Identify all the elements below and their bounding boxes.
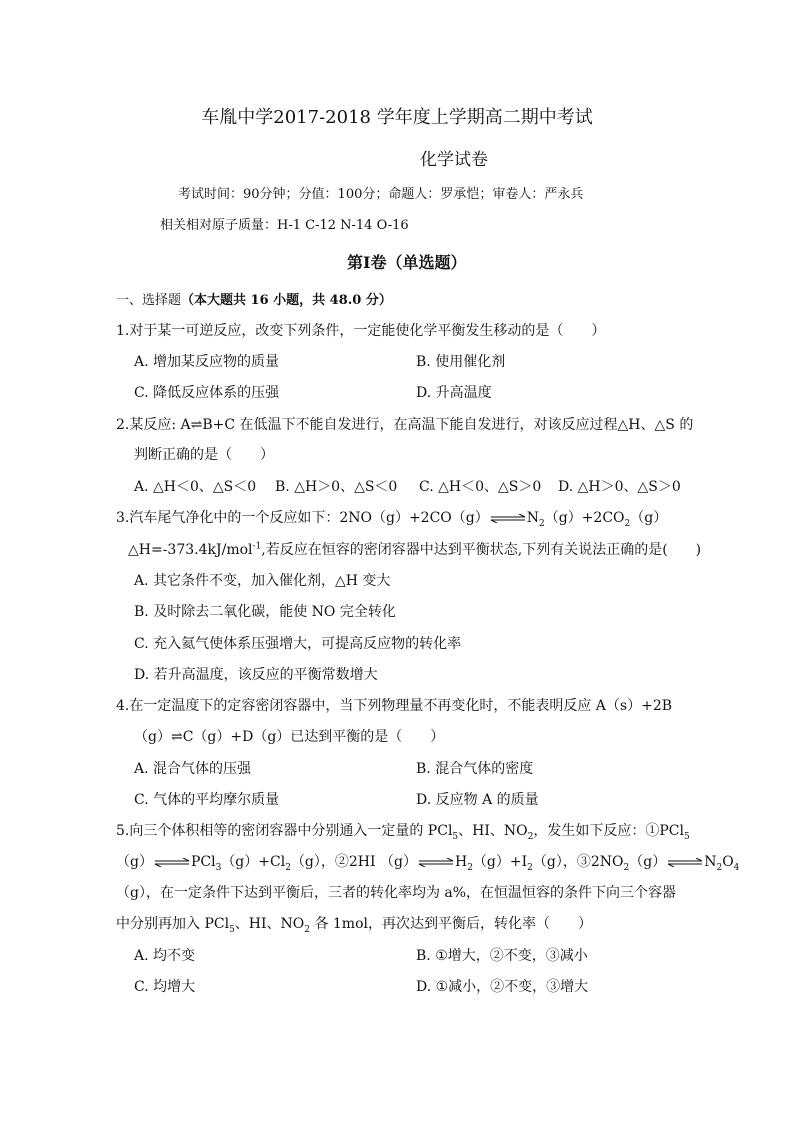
q5-l2-i: N	[704, 854, 717, 870]
question-4-stem-cont: （g）⇌C（g）+D（g）已达到平衡的是（ ）	[134, 729, 445, 745]
question-5-option-c: C. 均增大	[134, 979, 196, 995]
q5-l2-j: O	[722, 854, 734, 870]
q5-l2-e: H	[454, 854, 468, 870]
volume-heading: 第I卷（单选题）	[347, 253, 467, 272]
atomic-mass-info: 相关相对原子质量：H-1 C-12 N-14 O-16	[160, 218, 409, 233]
question-5-stem-cont: （g），在一定条件下达到平衡后，三者的转化率均为 a%，在恒温恒容的条件下向三个容器	[116, 885, 677, 901]
q5-l2-sub1: 3	[215, 862, 222, 873]
q5-l4-b: 、HI、NO	[234, 916, 305, 932]
q3-part-2: N	[526, 510, 539, 526]
q3-sub-2: 2	[624, 518, 631, 529]
equilibrium-arrow-icon	[418, 858, 454, 867]
question-1-option-c: C. 降低反应体系的压强	[134, 385, 280, 401]
q3-stem-end: ,若反应在恒容的密闭容器中达到平衡状态,下列有关说法正确的是( )	[261, 542, 702, 558]
q5-l1-sub1: 5	[452, 831, 459, 842]
q5-l2-h: （g）	[629, 854, 667, 870]
question-2-stem: 2.某反应: A⇌B+C 在低温下不能自发进行，在高温下能自发进行，对该反应过程△H、△S 的	[116, 417, 694, 433]
question-5-option-a: A. 均不变	[134, 948, 196, 964]
question-3-stem	[116, 508, 667, 528]
q5-l2-sub3: 2	[467, 862, 473, 873]
exam-title: 车胤中学2017-2018 学年度上学期高二期中考试	[201, 107, 593, 128]
q5-l4-a: 中分别再加入 PCl	[116, 916, 230, 932]
question-5-stem	[116, 821, 690, 841]
question-3-option-c: C. 充入氦气使体系压强增大，可提高反应物的转化率	[134, 636, 462, 652]
q5-l2-sub4: 2	[527, 862, 533, 873]
question-5-option-b: B. ①增大，②不变，③减小	[416, 948, 588, 964]
question-4-stem: 4.在一定温度下的定容密闭容器中，当下列物理量不再变化时，不能表明反应 A（s）+2B	[116, 698, 673, 714]
q3-part-4: （g）	[630, 510, 668, 526]
question-2-option-b: B. △H＞0、△S＜0	[275, 479, 398, 495]
equilibrium-arrow-icon	[667, 858, 703, 867]
q5-l1-c: ，发生如下反应：①PCl	[533, 823, 684, 839]
question-4-option-b: B. 混合气体的密度	[416, 761, 534, 777]
q5-l2-a: （g）	[116, 854, 153, 870]
q5-l2-g: （g），③2NO	[532, 854, 624, 870]
q3-sup: -1	[252, 541, 262, 552]
question-1-option-a: A. 增加某反应物的质量	[134, 354, 280, 370]
question-4-option-c: C. 气体的平均摩尔质量	[134, 792, 280, 808]
q5-l1-b: 、HI、NO	[458, 823, 528, 839]
q5-l2-sub5: 2	[623, 862, 630, 873]
q5-l4-c: 各 1mol，再次达到平衡后，转化率（ ）	[310, 916, 592, 932]
question-1-option-d: D. 升高温度	[416, 385, 492, 401]
q3-part-1: 3.汽车尾气净化中的一个反应如下：2NO（g）+2CO（g）	[116, 510, 489, 526]
equilibrium-arrow-icon	[154, 858, 190, 867]
q5-l2-sub7: 4	[733, 862, 740, 873]
q3-part-3: （g）+2CO	[544, 510, 625, 526]
q3-enthalpy: △H=-373.4kJ/mol	[128, 542, 253, 558]
question-1-stem: 1.对于某一可逆反应，改变下列条件，一定能使化学平衡发生移动的是（ ）	[116, 323, 606, 339]
q5-l2-f: （g）+I	[472, 854, 528, 870]
question-2-stem-cont: 判断正确的是（ ）	[134, 447, 274, 463]
question-5-stem-end	[116, 914, 592, 934]
section-detail: （本大题共 16 小题，共 48.0 分）	[181, 293, 392, 308]
q5-l1-sub2: 2	[527, 831, 534, 842]
q3-sub-1: 2	[539, 518, 545, 529]
question-5-reactions	[116, 852, 739, 872]
question-4-option-a: A. 混合气体的压强	[134, 761, 252, 777]
q5-l2-c: （g）+Cl	[221, 854, 286, 870]
question-1-option-b: B. 使用催化剂	[416, 354, 506, 370]
section-prefix: 一、选择题	[116, 293, 182, 308]
question-2-option-c: C. △H＜0、△S＞0	[419, 479, 542, 495]
question-3-option-b: B. 及时除去二氧化碳，能使 NO 完全转化	[134, 604, 396, 620]
question-5-option-d: D. ①减小，②不变，③增大	[416, 979, 589, 995]
equilibrium-arrow-icon	[490, 514, 526, 523]
exam-info: 考试时间：90分钟；分值：100分；命题人：罗承恺；审卷人：严永兵	[178, 187, 584, 202]
q5-l4-sub2: 2	[304, 924, 310, 935]
q5-l2-b: PCl	[190, 854, 216, 870]
subject-title: 化学试卷	[420, 150, 488, 170]
question-3-option-a: A. 其它条件不变，加入催化剂，△H 变大	[134, 573, 391, 589]
section-heading	[116, 291, 392, 311]
q5-l4-sub1: 5	[229, 924, 235, 935]
question-4-option-d: D. 反应物 A 的质量	[416, 792, 539, 808]
q5-l2-sub6: 2	[716, 862, 723, 873]
question-2-option-a: A. △H＜0、△S＜0	[134, 479, 257, 495]
question-3-stem-cont	[128, 540, 701, 560]
q5-l2-sub2: 2	[285, 862, 291, 873]
question-2-option-d: D. △H＞0、△S＞0	[558, 479, 681, 495]
q5-l1-sub3: 5	[683, 831, 690, 842]
q5-l1-a: 5.向三个体积相等的密闭容器中分别通入一定量的 PCl	[116, 823, 453, 839]
question-3-option-d: D. 若升高温度，该反应的平衡常数增大	[134, 667, 378, 683]
q5-l2-d: （g），②2HI （g）	[290, 854, 417, 870]
